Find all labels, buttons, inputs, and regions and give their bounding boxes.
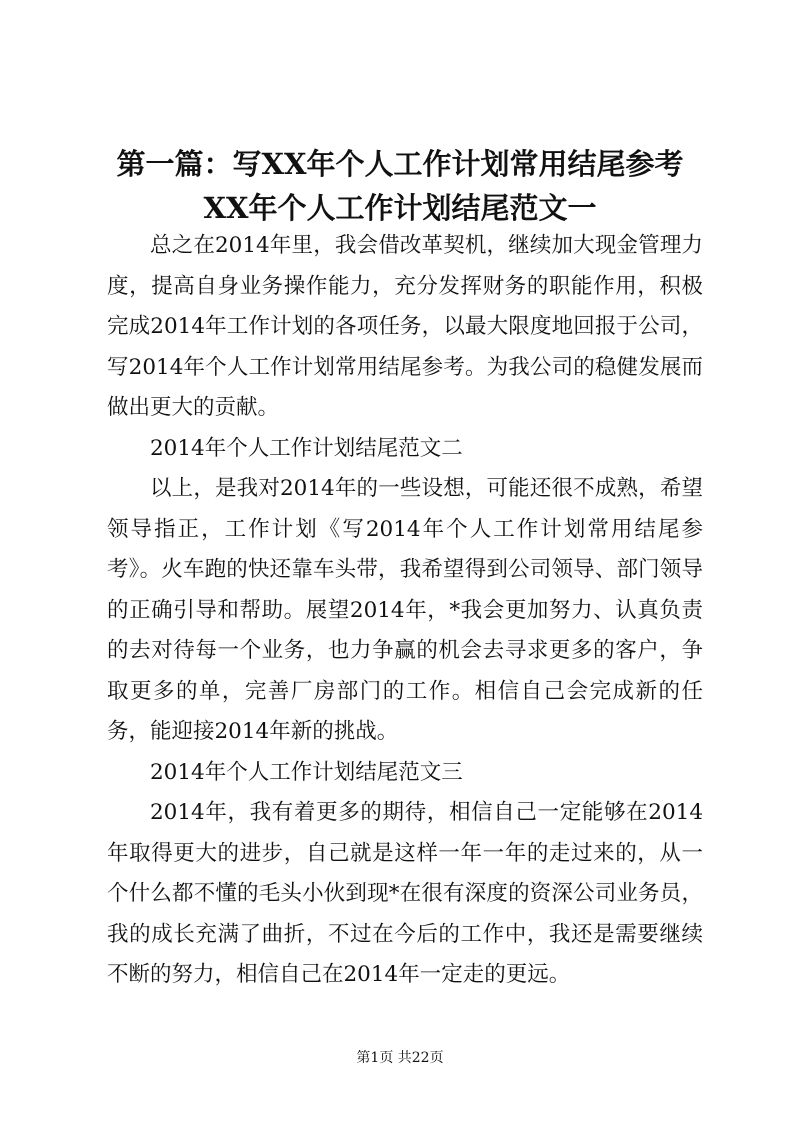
paragraph-sample-2: 以上，是我对2014年的一些设想，可能还很不成熟，希望领导指正，工作计划《写2014年个人工作计划常用结尾参考》。火车跑的快还靠车头带，我希望得到公司领导、部门领导的正确引导和帮助。展望2014年，*我会更加努力、认真负责的去对待每一个业务，也力争赢的机会去寻求更多的客户，争取更多的单，完善厂房部门的工作。相信自己会完成新的任务，能迎接2014年新的挑战。 xyxy=(107,476,703,744)
section-heading-3: 2014年个人工作计划结尾范文三 xyxy=(150,759,463,785)
paragraph-summary: 总之在2014年里，我会借改革契机，继续加大现金管理力度，提高自身业务操作能力，充分发挥财务的职能作用，积极完成2014年工作计划的各项任务，以最大限度地回报于公司，写2014年个人工作计划常用结尾参考。为我公司的稳健发展而做出更大的贡献。 xyxy=(107,233,703,420)
paragraph-sample-3: 2014年，我有着更多的期待，相信自己一定能够在2014年取得更大的进步，自己就是这样一年一年的走过来的，从一个什么都不懂的毛头小伙到现*在很有深度的资深公司业务员，我的成长充满了曲折，不过在今后的工作中，我还是需要继续不断的努力，相信自己在2014年一定走的更远。 xyxy=(107,800,703,987)
document-body xyxy=(107,226,703,996)
section-heading-2: 2014年个人工作计划结尾范文二 xyxy=(150,435,463,461)
page-footer: 第1页 共22页 xyxy=(356,1050,444,1066)
document-title xyxy=(100,142,700,230)
title-line-1: 第一篇：写XX年个人工作计划常用结尾参考 xyxy=(116,147,684,181)
title-line-2: XX年个人工作计划结尾范文一 xyxy=(203,191,597,225)
